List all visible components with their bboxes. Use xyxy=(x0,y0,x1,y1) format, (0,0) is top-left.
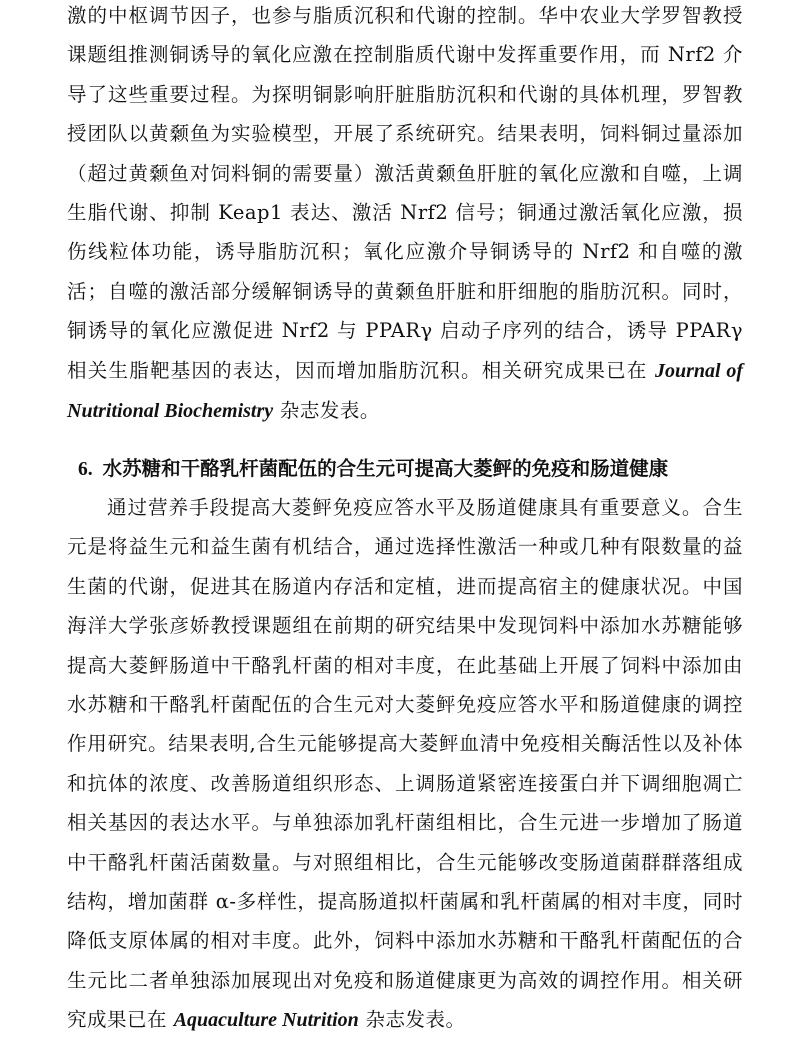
paragraph-text-end: 杂志发表。 xyxy=(358,1008,466,1032)
paragraph-text: 通过营养手段提高大菱鲆免疫应答水平及肠道健康具有重要意义。合生元是将益生元和益生菌有机结合，通过选择性激活一种或几种有限数量的益生菌的代谢，促进其在肠道内存活和定植，进而提高宿主的健康状况。中国海洋大学张彦娇教授课题组在前期的研究结果中发现饲料中添加水苏糖能够提高大菱鲆肠道中干酪乳杆菌的相对丰度，在此基础上开展了饲料中添加由水苏糖和干酪乳杆菌配伍的合生元对大菱鲆免疫应答水平和肠道健康的调控作用研究。结果表明,合生元能够提高大菱鲆血清中免疫相关酶活性以及补体和抗体的浓度、改善肠道组织形态、上调肠道紧密连接蛋白并下调细胞凋亡相关基因的表达水平。与单独添加乳杆菌组相比，合生元进一步增加了肠道中干酪乳杆菌活菌数量。与对照组相比，合生元能够改变肠道菌群群落组成结构，增加菌群 α-多样性，提高肠道拟杆菌属和乳杆菌属的相对丰度，同时降低支原体属的相对丰度。此外，饲料中添加水苏糖和干酪乳杆菌配伍的合生元比二者单独添加展现出对免疫和肠道健康更为高效的调控作用。相关研究成果已在 xyxy=(67,496,743,1032)
paragraph-text-end: 杂志发表。 xyxy=(273,399,380,423)
section-heading xyxy=(78,454,738,485)
section-title: 水苏糖和干酪乳杆菌配伍的合生元可提高大菱鲆的免疫和肠道健康 xyxy=(102,457,669,480)
section-6-paragraph xyxy=(67,488,743,1041)
journal-name: Aquaculture Nutrition xyxy=(173,1009,359,1032)
section-number: 6. xyxy=(78,459,93,480)
previous-section-paragraph xyxy=(67,0,743,431)
journal-name: Journal of Nutritional Biochemistry xyxy=(67,359,743,423)
paragraph-text: 激的中枢调节因子，也参与脂质沉积和代谢的控制。华中农业大学罗智教授课题组推测铜诱导的氧化应激在控制脂质代谢中发挥重要作用，而 Nrf2 介导了这些重要过程。为探明铜影响肝脏脂肪沉积和代谢的具体机理，罗智教授团队以黄颡鱼为实验模型，开展了系统研究。结果表明，饲料铜过量添加（超过黄颡鱼对饲料铜的需要量）激活黄颡鱼肝脏的氧化应激和自噬，上调生脂代谢、抑制 Keap1 表达、激活 Nrf2 信号；铜通过激活氧化应激，损伤线粒体功能，诱导脂肪沉积；氧化应激介导铜诱导的 Nrf2 和自噬的激活；自噬的激活部分缓解铜诱导的黄颡鱼肝脏和肝细胞的脂肪沉积。同时，铜诱导的氧化应激促进 Nrf2 与 PPARγ 启动子序列的结合，诱导 PPARγ 相关生脂靶基因的表达，因而增加脂肪沉积。相关研究成果已在 xyxy=(67,4,743,382)
